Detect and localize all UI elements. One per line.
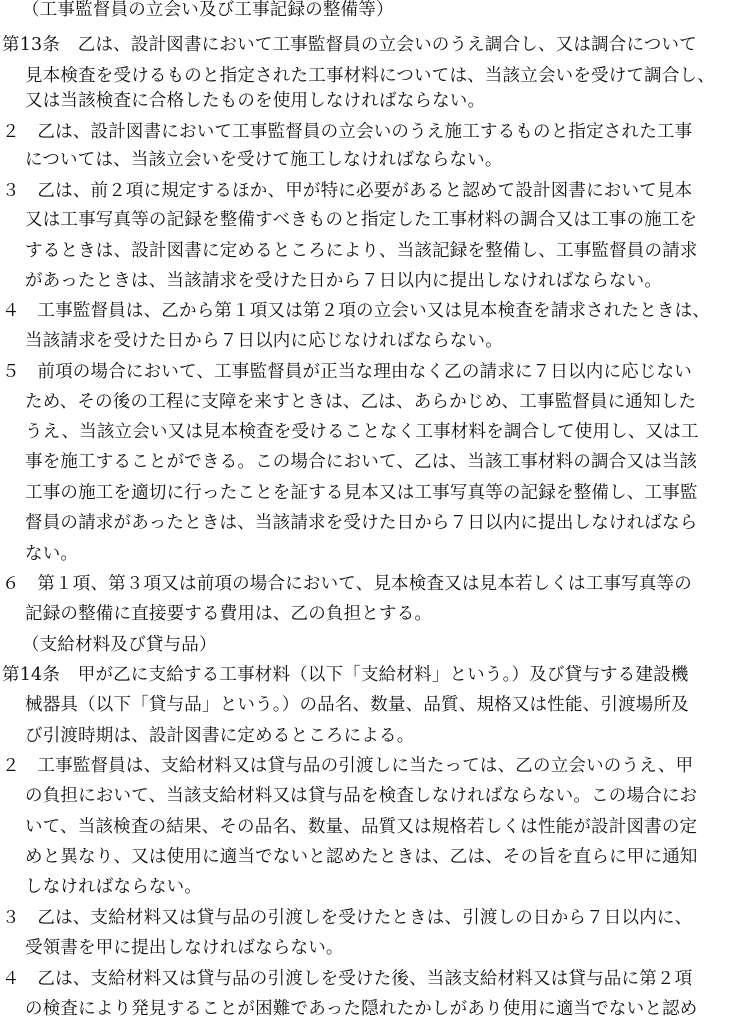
article-13-para5-line: ない。 — [25, 544, 79, 564]
article-13-line: 見本検査を受けるものと指定された工事材料については、当該立会いを受けて調合し、 — [25, 66, 715, 86]
article-14-para3-line: ３ 乙は、支給材料又は貸与品の引渡しを受けたときは、引渡しの日から７日以内に、 — [2, 908, 693, 928]
heading-article-13: （工事監督員の立会い及び工事記録の整備等） — [22, 0, 394, 20]
article-13-para3-line: するときは、設計図書に定めるところにより、当該記録を整備し、工事監督員の請求 — [25, 241, 698, 261]
article-14-para2-line: の負担において、当該支給材料又は貸与品を検査しなければならない。この場合にお — [25, 786, 698, 806]
article-14-para2-line: めと異なり、又は使用に適当でないと認めたときは、乙は、その旨を直らに甲に通知 — [25, 847, 698, 867]
article-14-line: び引渡時期は、設計図書に定めるところによる。 — [25, 726, 415, 746]
article-14-para2-line: しなければならない。 — [25, 877, 202, 897]
article-13-para5-line: ５ 前項の場合において、工事監督員が正当な理由なく乙の請求に７日以内に応じない — [2, 362, 692, 382]
article-14-line: 第14条 甲が乙に支給する工事材料（以下「支給材料」という。）及び貸与する建設機 — [2, 665, 689, 685]
article-13-para3-line: ３ 乙は、前２項に規定するほか、甲が特に必要があると認めて設計図書において見本 — [2, 181, 693, 201]
article-13-para3-line: 又は工事写真等の記録を整備すべきものと指定した工事材料の調合又は工事の施工を — [25, 210, 698, 230]
heading-article-14: （支給材料及び貸与品） — [22, 635, 217, 655]
article-14-para2-line: ２ 工事監督員は、支給材料又は貸与品の引渡しに当たっては、乙の立会いのうえ、甲 — [2, 756, 694, 776]
article-13-para4-line: ４ 工事監督員は、乙から第１項又は第２項の立会い又は見本検査を請求されたときは、 — [2, 301, 710, 321]
article-14-para2-line: いて、当該検査の結果、その品名、数量、品質又は規格若しくは性能が設計図書の定 — [25, 817, 698, 837]
article-14-para4-line: の検査により発見することが困難であった隠れたかしがあり使用に適当でないと認め — [25, 999, 698, 1019]
article-13-para5-line: 事を施工することができる。この場合において、乙は、当該工事材料の調合又は当該 — [25, 452, 698, 472]
article-14-para3-line: 受領書を甲に提出しなければならない。 — [25, 938, 344, 958]
article-13-para6-line: ６ 第１項、第３項又は前項の場合において、見本検査又は見本若しくは工事写真等の — [2, 574, 692, 594]
article-13-para2-line: については、当該立会いを受けて施工しなければならない。 — [25, 150, 503, 170]
article-13-line: 又は当該検査に合格したものを使用しなければならない。 — [25, 91, 486, 111]
article-13-para4-line: 当該請求を受けた日から７日以内に応じなければならない。 — [25, 331, 503, 351]
article-14-line: 械器具（以下「貸与品」という。）の品名、数量、品質、規格又は性能、引渡場所及 — [25, 695, 689, 715]
article-13-para5-line: うえ、当該立会い又は見本検査を受けることなく工事材料を調合して使用し、又は工 — [25, 422, 699, 442]
article-13-para5-line: 工事の施工を適切に行ったことを証する見本又は工事写真等の記録を整備し、工事監 — [25, 483, 698, 503]
article-13-para5-line: ため、その後の工程に支障を来すときは、乙は、あらかじめ、工事監督員に通知した — [25, 392, 697, 412]
article-13-line: 第13条 乙は、設計図書において工事監督員の立会いのうえ調合し、又は調合について — [2, 35, 697, 55]
article-13-para3-line: があったときは、当該請求を受けた日から７日以内に提出しなければならない。 — [25, 271, 663, 291]
article-13-para2-line: ２ 乙は、設計図書において工事監督員の立会いのうえ施工するものと指定された工事 — [2, 122, 693, 142]
article-13-para5-line: 督員の請求があったときは、当該請求を受けた日から７日以内に提出しなければなら — [25, 513, 698, 533]
article-14-para4-line: ４ 乙は、支給材料又は貸与品の引渡しを受けた後、当該支給材料又は貸与品に第２項 — [2, 969, 693, 989]
article-13-para6-line: 記録の整備に直接要する費用は、乙の負担とする。 — [25, 604, 433, 624]
